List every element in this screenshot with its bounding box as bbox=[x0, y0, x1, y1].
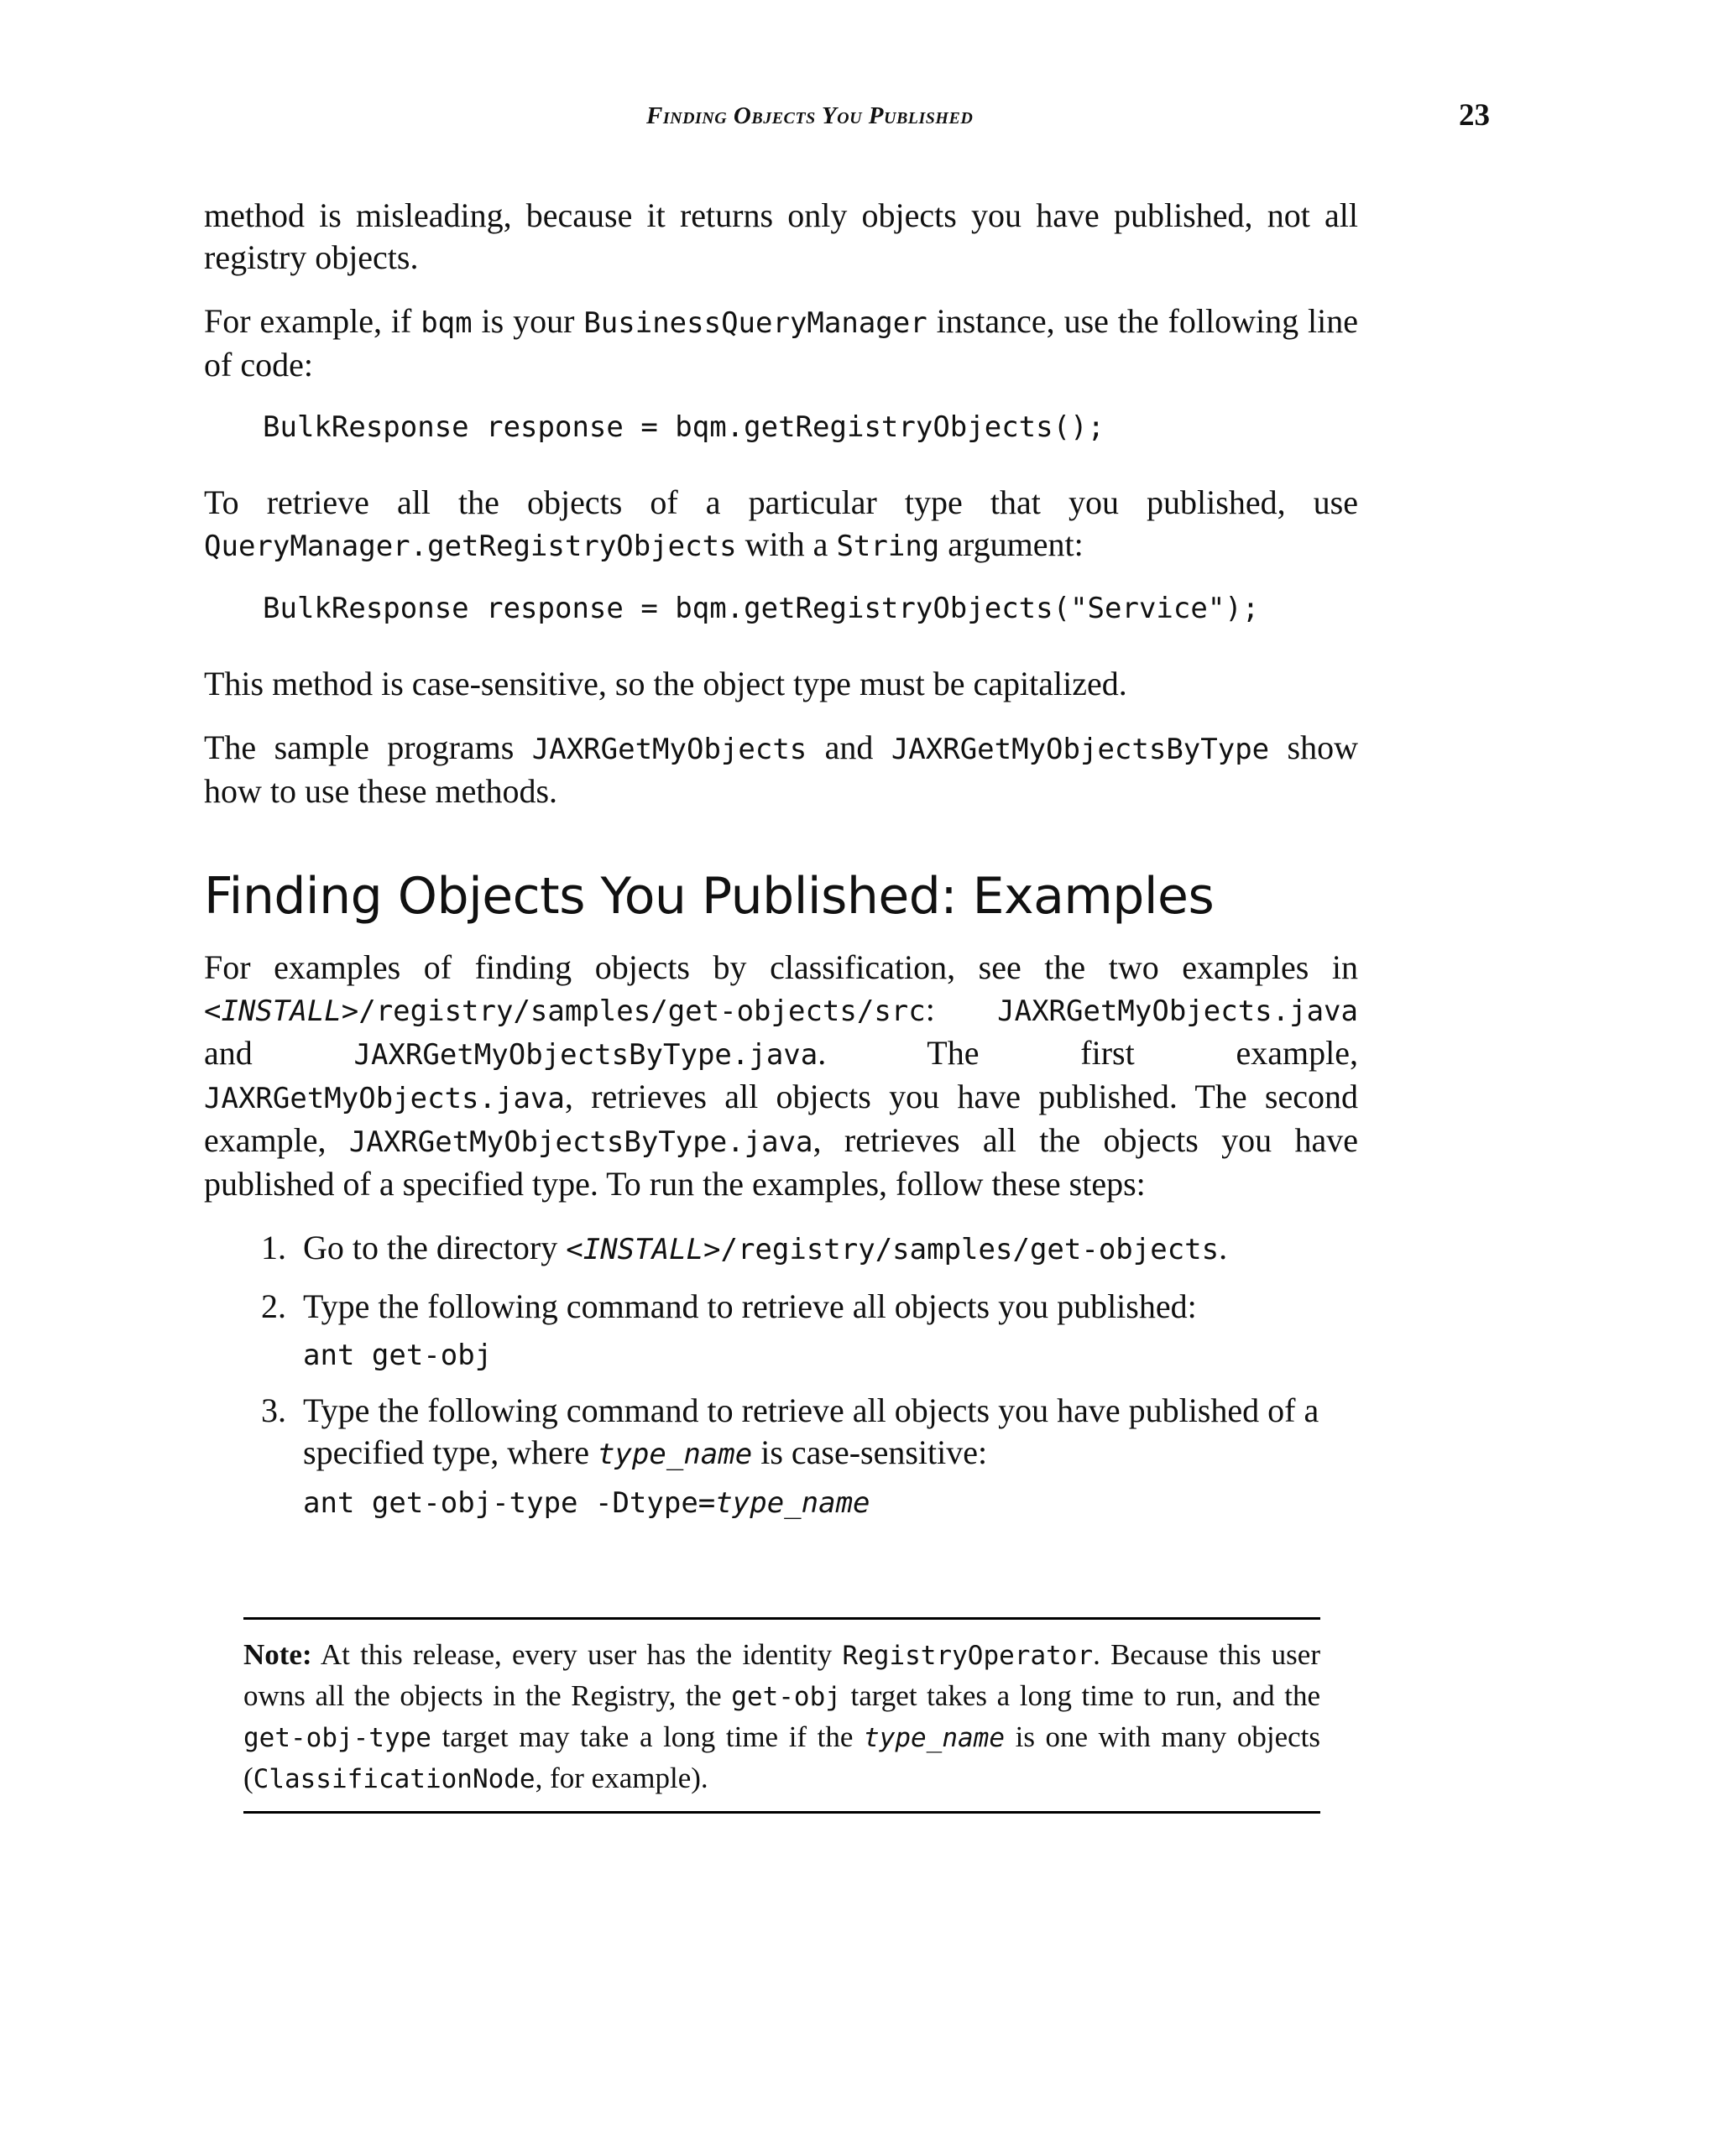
page-body bbox=[204, 195, 1358, 1537]
inline-code: <INSTALL> bbox=[204, 994, 359, 1028]
text-span: instance, use the following line of code: bbox=[204, 302, 1358, 384]
text-span: For examples of finding objects by classification, see the two examples in bbox=[204, 948, 1358, 986]
inline-code: JAXRGetMyObjectsByType bbox=[891, 733, 1270, 766]
inline-code: bqm bbox=[421, 306, 473, 340]
inline-code: JAXRGetMyObjects bbox=[531, 733, 807, 766]
list-item bbox=[204, 1227, 1358, 1271]
text-span: Type the following command to retrieve all objects you have published of a specified type, where bbox=[303, 1391, 1319, 1471]
inline-code: type_name bbox=[597, 1438, 753, 1471]
paragraph-examples bbox=[204, 947, 1358, 1205]
inline-code: <INSTALL> bbox=[566, 1233, 721, 1266]
running-title: Finding Objects You Published bbox=[646, 102, 974, 129]
text-span: , retrieves all objects you have published. The second example, bbox=[204, 1078, 1358, 1159]
paragraph-example-intro bbox=[204, 300, 1358, 386]
inline-code: get-obj bbox=[731, 1682, 841, 1712]
list-item bbox=[204, 1286, 1358, 1375]
command-line bbox=[303, 1484, 1358, 1522]
text-span: and bbox=[807, 728, 891, 766]
inline-code: JAXRGetMyObjectsByType.java bbox=[353, 1038, 818, 1072]
text-span: The sample programs bbox=[204, 728, 532, 766]
step-number: 3. bbox=[261, 1391, 286, 1429]
text-span: is case-sensitive: bbox=[752, 1433, 988, 1471]
text-span: For example, if bbox=[204, 302, 421, 340]
inline-code: JAXRGetMyObjectsByType.java bbox=[348, 1125, 813, 1159]
command-arg: type_name bbox=[715, 1486, 870, 1520]
text-span: argument: bbox=[939, 525, 1084, 563]
code-block: BulkResponse response = bqm.getRegistryObjects("Service"); bbox=[263, 592, 1260, 625]
inline-code: /registry/samples/get-objects/src bbox=[358, 994, 926, 1028]
text-span: with a bbox=[736, 525, 837, 563]
text-span: . The first example, bbox=[818, 1034, 1358, 1072]
paragraph-continuation: method is misleading, because it returns only objects you have published, not all registry objects. bbox=[204, 196, 1358, 276]
inline-code: BusinessQueryManager bbox=[583, 306, 927, 340]
inline-code: QueryManager.getRegistryObjects bbox=[204, 530, 737, 563]
running-header bbox=[0, 98, 1719, 136]
code-block: BulkResponse response = bqm.getRegistryObjects(); bbox=[263, 410, 1105, 444]
text-span: Go to the directory bbox=[303, 1229, 567, 1266]
text-span: is your bbox=[472, 302, 584, 340]
text-span: target may take a long time if the bbox=[431, 1720, 865, 1753]
note-label: Note: bbox=[243, 1638, 312, 1671]
paragraph-retrieve-type bbox=[204, 482, 1358, 567]
text-span: and bbox=[204, 1034, 354, 1072]
page-number: 23 bbox=[1459, 98, 1490, 133]
text-span: At this release, every user has the identity bbox=[311, 1638, 843, 1671]
inline-code: JAXRGetMyObjects.java bbox=[204, 1082, 565, 1115]
text-span: . bbox=[1219, 1229, 1228, 1266]
paragraph-sample-programs bbox=[204, 727, 1358, 812]
text-span: , for example). bbox=[535, 1762, 708, 1794]
paragraph-case-sensitive: This method is case-sensitive, so the object type must be capitalized. bbox=[204, 665, 1127, 702]
text-span: . Because this user owns all the objects in the Registry, the bbox=[243, 1638, 1320, 1712]
inline-code: /registry/samples/get-objects bbox=[720, 1233, 1220, 1266]
text-span: To retrieve all the objects of a particular type that you published, use bbox=[204, 483, 1358, 521]
steps-list bbox=[204, 1227, 1358, 1522]
inline-code: String bbox=[836, 530, 940, 563]
command-line: ant get-obj bbox=[303, 1339, 493, 1372]
command-text: ant get-obj-type -Dtype= bbox=[303, 1486, 716, 1520]
text-span: , retrieves all the objects you have published of a specified type. To run the examples, follow these steps: bbox=[204, 1121, 1358, 1203]
text-span: show how to use these methods. bbox=[204, 728, 1359, 810]
text-span: Type the following command to retrieve all objects you published: bbox=[303, 1287, 1197, 1325]
inline-code: RegistryOperator bbox=[842, 1641, 1094, 1671]
inline-code: ClassificationNode bbox=[253, 1764, 536, 1794]
inline-code: get-obj-type bbox=[243, 1723, 431, 1753]
step-number: 1. bbox=[261, 1229, 286, 1266]
text-span: : bbox=[925, 990, 998, 1028]
step-number: 2. bbox=[261, 1287, 286, 1325]
text-span: is one with many objects ( bbox=[243, 1720, 1320, 1794]
list-item bbox=[204, 1390, 1358, 1522]
note-box bbox=[243, 1617, 1320, 1814]
text-span: target takes a long time to run, and the bbox=[840, 1679, 1321, 1712]
section-heading: Finding Objects You Published: Examples bbox=[204, 867, 1215, 926]
inline-code: type_name bbox=[864, 1723, 1006, 1753]
inline-code: JAXRGetMyObjects.java bbox=[997, 994, 1358, 1028]
